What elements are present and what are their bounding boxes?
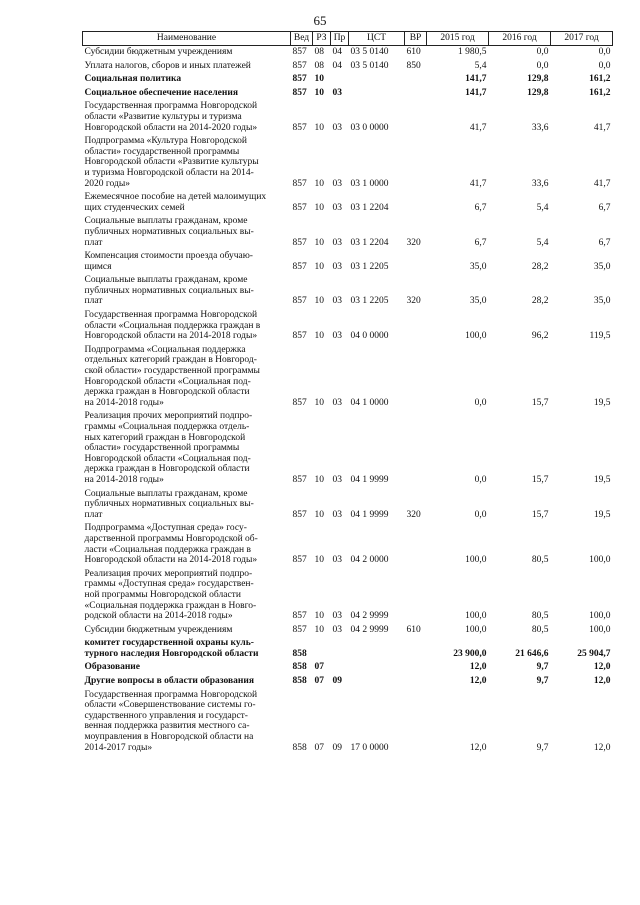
cell-2015: 12,0 [469, 742, 487, 753]
cell-2016: 9,7 [536, 676, 549, 687]
cell-2017: 119,5 [589, 331, 611, 342]
cell-name: Социальные выплаты гражданам, кроме публичных нормативных социальных вы- плат [84, 275, 254, 307]
table-row [83, 522, 613, 567]
cell-2015: 100,0 [465, 611, 487, 622]
cell-ved: 858 [292, 662, 307, 673]
cell-rz: 10 [314, 178, 324, 189]
header-pr: Пр [331, 32, 349, 46]
cell-2017: 12,0 [593, 662, 611, 673]
cell-2016: 15,7 [531, 397, 549, 408]
cell-ved: 857 [292, 261, 307, 272]
cell-name: Социальное обеспечение населения [84, 87, 238, 98]
header-cst: ЦСТ [349, 32, 405, 46]
cell-cst: 03 1 2205 [350, 261, 389, 272]
table-row [83, 250, 613, 274]
cell-pr: 03 [332, 202, 342, 213]
cell-name: Социальные выплаты гражданам, кроме публичных нормативных социальных вы- плат [84, 488, 254, 520]
budget-table [82, 31, 613, 755]
cell-rz [313, 637, 331, 661]
header-vr: ВР [405, 32, 427, 46]
cell-name: Государственная программа Новгородской области «Совершенствование системы го- сударственного управления и государст- венная поддержка развития местного са- моуправления в Новгородской области на 2014-2017 годы» [84, 689, 258, 753]
cell-ved: 858 [292, 676, 307, 687]
cell-2017: 100,0 [589, 555, 611, 566]
cell-ved: 857 [292, 474, 307, 485]
cell-ved: 857 [292, 237, 307, 248]
cell-2016: 28,2 [531, 261, 549, 272]
cell-ved: 857 [292, 202, 307, 213]
cell-name: Компенсация стоимости проезда обучаю- щимся [84, 251, 253, 272]
cell-cst: 03 1 2205 [350, 296, 389, 307]
cell-2016: 5,4 [536, 202, 549, 213]
cell-name: Другие вопросы в области образования [84, 676, 255, 687]
cell-2016: 129,8 [527, 87, 549, 98]
cell-cst: 03 5 0140 [350, 60, 389, 71]
table-row [83, 661, 613, 675]
cell-ved: 857 [292, 47, 307, 57]
cell-vr [405, 87, 427, 101]
cell-cst: 03 1 2204 [350, 237, 389, 248]
cell-rz: 10 [314, 474, 324, 485]
cell-vr [405, 689, 427, 756]
cell-rz: 10 [314, 122, 324, 133]
cell-vr [405, 568, 427, 624]
table-header-row [83, 32, 613, 46]
cell-vr [405, 309, 427, 344]
cell-vr [405, 100, 427, 135]
cell-2017: 12,0 [593, 676, 611, 687]
cell-vr: 320 [406, 237, 421, 248]
cell-name: Ежемесячное пособие на детей малоимущих щих студенческих семей [84, 192, 267, 213]
cell-vr: 320 [406, 509, 421, 520]
cell-2015: 5,4 [474, 60, 487, 71]
cell-pr: 09 [332, 676, 342, 687]
cell-rz: 10 [314, 237, 324, 248]
table-row [83, 215, 613, 250]
cell-2017: 6,7 [598, 237, 611, 248]
table-row [83, 135, 613, 191]
cell-ved: 857 [292, 611, 307, 622]
cell-cst [349, 675, 405, 689]
cell-ved: 857 [292, 122, 307, 133]
header-2016: 2016 год [489, 32, 551, 46]
cell-name: Реализация прочих мероприятий подпро- граммы «Социальная поддержка отдель- ных категорий граждан в Новгородской области» государственной программы Новгородской области «Социальная под- держка граждан в Новгородской области на 2014-2018 годы» [84, 411, 253, 485]
table-row [83, 46, 613, 60]
cell-2016: 96,2 [531, 331, 549, 342]
cell-2016: 21 646,6 [515, 648, 549, 659]
table-row [83, 191, 613, 215]
cell-name: Социальная политика [84, 74, 182, 85]
cell-2017: 100,0 [589, 611, 611, 622]
cell-cst [349, 661, 405, 675]
cell-2017: 19,5 [593, 509, 611, 520]
cell-2016: 0,0 [536, 47, 549, 57]
cell-rz: 10 [314, 74, 324, 85]
cell-2015: 41,7 [469, 178, 487, 189]
cell-ved: 858 [292, 742, 307, 753]
cell-rz: 10 [314, 261, 324, 272]
cell-ved: 857 [292, 60, 307, 71]
cell-cst: 04 1 0000 [350, 397, 389, 408]
cell-vr [405, 661, 427, 675]
table-row [83, 73, 613, 87]
cell-ved: 858 [292, 648, 307, 659]
cell-2015: 100,0 [465, 555, 487, 566]
cell-name: Реализация прочих мероприятий подпро- граммы «Доступная среда» государствен- ной программы Новгородской области «Социальная поддержка граждан в Новго- родской области на 2014-2018 годы» [84, 568, 257, 622]
cell-rz: 10 [314, 509, 324, 520]
cell-cst: 04 2 0000 [350, 555, 389, 566]
cell-pr: 03 [332, 296, 342, 307]
header-2017: 2017 год [551, 32, 613, 46]
cell-vr [405, 250, 427, 274]
cell-2015: 6,7 [474, 237, 487, 248]
cell-pr: 03 [332, 555, 342, 566]
table-row [83, 410, 613, 487]
cell-ved: 857 [292, 624, 307, 635]
cell-cst: 03 1 0000 [350, 178, 389, 189]
cell-cst: 17 0 0000 [350, 742, 389, 753]
cell-name: Подпрограмма «Культура Новгородской области» государственной программы Новгородской области «Развитие культуры и туризма Новгородской области на 2014- 2020 годы» [84, 136, 259, 189]
cell-2016: 80,5 [531, 624, 549, 635]
header-ved: Вед [291, 32, 313, 46]
cell-2015: 6,7 [474, 202, 487, 213]
cell-pr [331, 637, 349, 661]
cell-cst: 04 0 0000 [350, 331, 389, 342]
cell-ved: 857 [292, 296, 307, 307]
header-name: Наименование [83, 32, 291, 46]
cell-2017: 25 904,7 [577, 648, 611, 659]
table-row [83, 568, 613, 624]
cell-name: Субсидии бюджетным учреждениям [84, 47, 233, 57]
cell-rz: 07 [314, 742, 324, 753]
cell-rz: 07 [314, 662, 324, 673]
cell-name: Подпрограмма «Доступная среда» госу- дарственной программы Новгородской об- ласти «Социальная поддержка граждан в Новгородской области на 2014-2018 годы» [84, 523, 258, 566]
cell-2016: 33,6 [531, 178, 549, 189]
cell-2017: 41,7 [593, 178, 611, 189]
cell-pr: 03 [332, 237, 342, 248]
cell-2015: 35,0 [469, 261, 487, 272]
cell-name: Образование [84, 662, 140, 673]
cell-vr [405, 73, 427, 87]
cell-2016: 15,7 [531, 474, 549, 485]
cell-2016: 5,4 [536, 237, 549, 248]
cell-pr: 03 [332, 122, 342, 133]
cell-cst: 03 5 0140 [350, 47, 389, 57]
table-row [83, 675, 613, 689]
table-row [83, 100, 613, 135]
cell-rz: 10 [314, 87, 324, 98]
cell-cst: 03 0 0000 [350, 122, 389, 133]
table-row [83, 624, 613, 638]
cell-2017: 6,7 [598, 202, 611, 213]
cell-2016: 80,5 [531, 611, 549, 622]
cell-2016: 28,2 [531, 296, 549, 307]
cell-vr [405, 344, 427, 411]
cell-pr: 03 [332, 261, 342, 272]
cell-vr [405, 522, 427, 567]
cell-2016: 33,6 [531, 122, 549, 133]
cell-vr: 610 [406, 47, 421, 57]
cell-2017: 41,7 [593, 122, 611, 133]
cell-vr [405, 191, 427, 215]
cell-pr: 03 [332, 87, 342, 98]
cell-2017: 35,0 [593, 296, 611, 307]
cell-2015: 141,7 [465, 74, 487, 85]
cell-2015: 12,0 [469, 662, 487, 673]
cell-2015: 23 900,0 [453, 648, 487, 659]
cell-cst: 04 2 9999 [350, 611, 389, 622]
cell-2016: 0,0 [536, 60, 549, 71]
cell-2016: 9,7 [536, 662, 549, 673]
cell-name: Субсидии бюджетным учреждениям [84, 624, 233, 635]
cell-2015: 35,0 [469, 296, 487, 307]
cell-pr: 03 [332, 474, 342, 485]
cell-pr: 03 [332, 331, 342, 342]
cell-2017: 35,0 [593, 261, 611, 272]
table-row [83, 60, 613, 74]
cell-2017: 0,0 [598, 60, 611, 71]
cell-rz: 10 [314, 331, 324, 342]
cell-name: Подпрограмма «Социальная поддержка отдельных категорий граждан в Новгород- ской области» государственной программы Новгородской области «Социальная под- держка граждан в Новгородской области на 2014-2018 годы» [84, 344, 260, 408]
cell-2017: 100,0 [589, 624, 611, 635]
page-number: 65 [313, 13, 327, 28]
cell-2015: 141,7 [465, 87, 487, 98]
cell-rz: 10 [314, 202, 324, 213]
cell-pr: 03 [332, 178, 342, 189]
cell-2015: 100,0 [465, 331, 487, 342]
table-body [83, 46, 613, 756]
cell-name: Государственная программа Новгородской области «Социальная поддержка граждан в Новгородской области на 2014-2018 годы» [84, 310, 261, 342]
cell-pr: 09 [332, 742, 342, 753]
cell-ved: 857 [292, 87, 307, 98]
cell-ved: 857 [292, 397, 307, 408]
cell-rz: 10 [314, 624, 324, 635]
cell-name: Государственная программа Новгородской области «Развитие культуры и туризма Новгородской области на 2014-2020 годы» [84, 101, 258, 133]
cell-rz: 10 [314, 611, 324, 622]
cell-name: комитет государственной охраны куль- турного наследия Новгородской области [84, 638, 259, 659]
cell-2016: 15,7 [531, 509, 549, 520]
header-2015: 2015 год [427, 32, 489, 46]
cell-2015: 1 980,5 [458, 47, 487, 57]
cell-cst: 04 2 9999 [350, 624, 389, 635]
header-rz: РЗ [313, 32, 331, 46]
cell-pr: 03 [332, 624, 342, 635]
cell-pr: 04 [332, 47, 342, 57]
cell-vr: 610 [406, 624, 421, 635]
cell-name: Уплата налогов, сборов и иных платежей [84, 60, 251, 71]
cell-ved: 857 [292, 555, 307, 566]
cell-rz: 10 [314, 296, 324, 307]
cell-ved: 857 [292, 178, 307, 189]
cell-2017: 161,2 [589, 87, 611, 98]
cell-name: Социальные выплаты гражданам, кроме публичных нормативных социальных вы- плат [84, 216, 254, 248]
cell-vr [405, 675, 427, 689]
cell-vr: 850 [406, 60, 421, 71]
cell-pr: 03 [332, 509, 342, 520]
cell-rz: 10 [314, 555, 324, 566]
cell-2017: 19,5 [593, 397, 611, 408]
cell-2015: 100,0 [465, 624, 487, 635]
table-row [83, 309, 613, 344]
table-row [83, 87, 613, 101]
cell-cst [349, 87, 405, 101]
cell-vr [405, 637, 427, 661]
cell-2015: 0,0 [474, 509, 487, 520]
table-row [83, 274, 613, 309]
cell-2017: 12,0 [593, 742, 611, 753]
cell-vr [405, 135, 427, 191]
cell-vr [405, 410, 427, 487]
cell-pr: 03 [332, 397, 342, 408]
cell-2017: 0,0 [598, 47, 611, 57]
cell-vr: 320 [406, 296, 421, 307]
cell-cst [349, 637, 405, 661]
cell-2017: 161,2 [589, 74, 611, 85]
cell-rz: 07 [314, 676, 324, 687]
cell-cst: 03 1 2204 [350, 202, 389, 213]
cell-pr: 04 [332, 60, 342, 71]
cell-cst [349, 73, 405, 87]
cell-2017: 19,5 [593, 474, 611, 485]
cell-pr: 03 [332, 611, 342, 622]
cell-ved: 857 [292, 331, 307, 342]
cell-cst: 04 1 9999 [350, 474, 389, 485]
cell-2015: 12,0 [469, 676, 487, 687]
cell-rz: 08 [314, 60, 324, 71]
cell-2015: 0,0 [474, 397, 487, 408]
table-row [83, 637, 613, 661]
cell-rz: 08 [314, 47, 324, 57]
cell-ved: 857 [292, 509, 307, 520]
cell-ved: 857 [292, 74, 307, 85]
cell-2015: 41,7 [469, 122, 487, 133]
table-row [83, 689, 613, 756]
table-row [83, 344, 613, 411]
cell-2016: 9,7 [536, 742, 549, 753]
cell-pr [331, 661, 349, 675]
cell-2016: 129,8 [527, 74, 549, 85]
cell-2015: 0,0 [474, 474, 487, 485]
table-row [83, 488, 613, 523]
cell-rz: 10 [314, 397, 324, 408]
cell-pr [331, 73, 349, 87]
cell-2016: 80,5 [531, 555, 549, 566]
cell-cst: 04 1 9999 [350, 509, 389, 520]
